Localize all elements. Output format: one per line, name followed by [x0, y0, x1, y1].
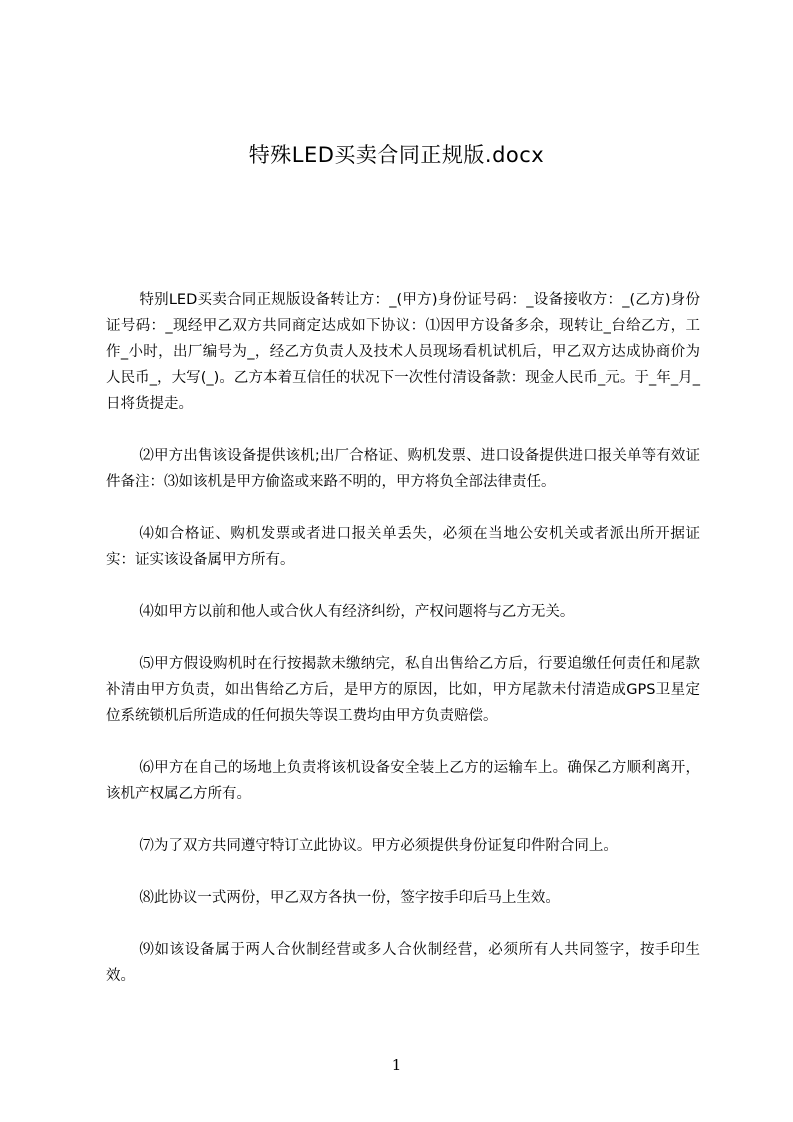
paragraph-7: ⑺为了双方共同遵守特订立此协议。甲方必须提供身份证复印件附合同上。: [139, 838, 618, 854]
document-title: 特殊LED买卖合同正规版.docx: [248, 143, 545, 167]
paragraph-4: ⑷如甲方以前和他人或合伙人有经济纠纷，产权问题将与乙方无关。: [139, 604, 575, 620]
paragraph-6: ⑹甲方在自己的场地上负责将该机设备安全装上乙方的运输车上。确保乙方顺利离开，该机产权属乙方所有。: [106, 760, 700, 802]
paragraph-8: ⑻此协议一式两份，甲乙双方各执一份，签字按手印后马上生效。: [139, 890, 560, 906]
document-body: [106, 287, 700, 989]
page-number: 1: [391, 1056, 402, 1074]
paragraph-2: ⑵甲方出售该设备提供该机;出厂合格证、购机发票、进口设备提供进口报关单等有效证件备注：⑶如该机是甲方偷盗或来路不明的，甲方将负全部法律责任。: [106, 448, 700, 490]
paragraph-5: ⑸甲方假设购机时在行按揭款未缴纳完，私自出售给乙方后，行要追缴任何责任和尾款补清由甲方负责，如出售给乙方后，是甲方的原因，比如，甲方尾款未付清造成GPS卫星定位系统锁机后所造成的任何损失等误工费均由甲方负责赔偿。: [106, 656, 700, 724]
paragraph-1: 特别LED买卖合同正规版设备转让方：_(甲方)身份证号码：_设备接收方：_(乙方)身份证号码：_现经甲乙双方共同商定达成如下协议：⑴因甲方设备多余，现转让_台给乙方，工作_小时，出厂编号为_，经乙方负责人及技术人员现场看机试机后，甲乙双方达成协商价为人民币_，大写(_)。乙方本着互信任的状况下一次性付清设备款：现金人民币_元。于_年_月_日将货提走。: [106, 292, 700, 412]
paragraph-3: ⑷如合格证、购机发票或者进口报关单丢失，必须在当地公安机关或者派出所开据证实：证实该设备属甲方所有。: [106, 526, 700, 568]
paragraph-9: ⑼如该设备属于两人合伙制经营或多人合伙制经营，必须所有人共同签字，按手印生效。: [106, 942, 700, 984]
